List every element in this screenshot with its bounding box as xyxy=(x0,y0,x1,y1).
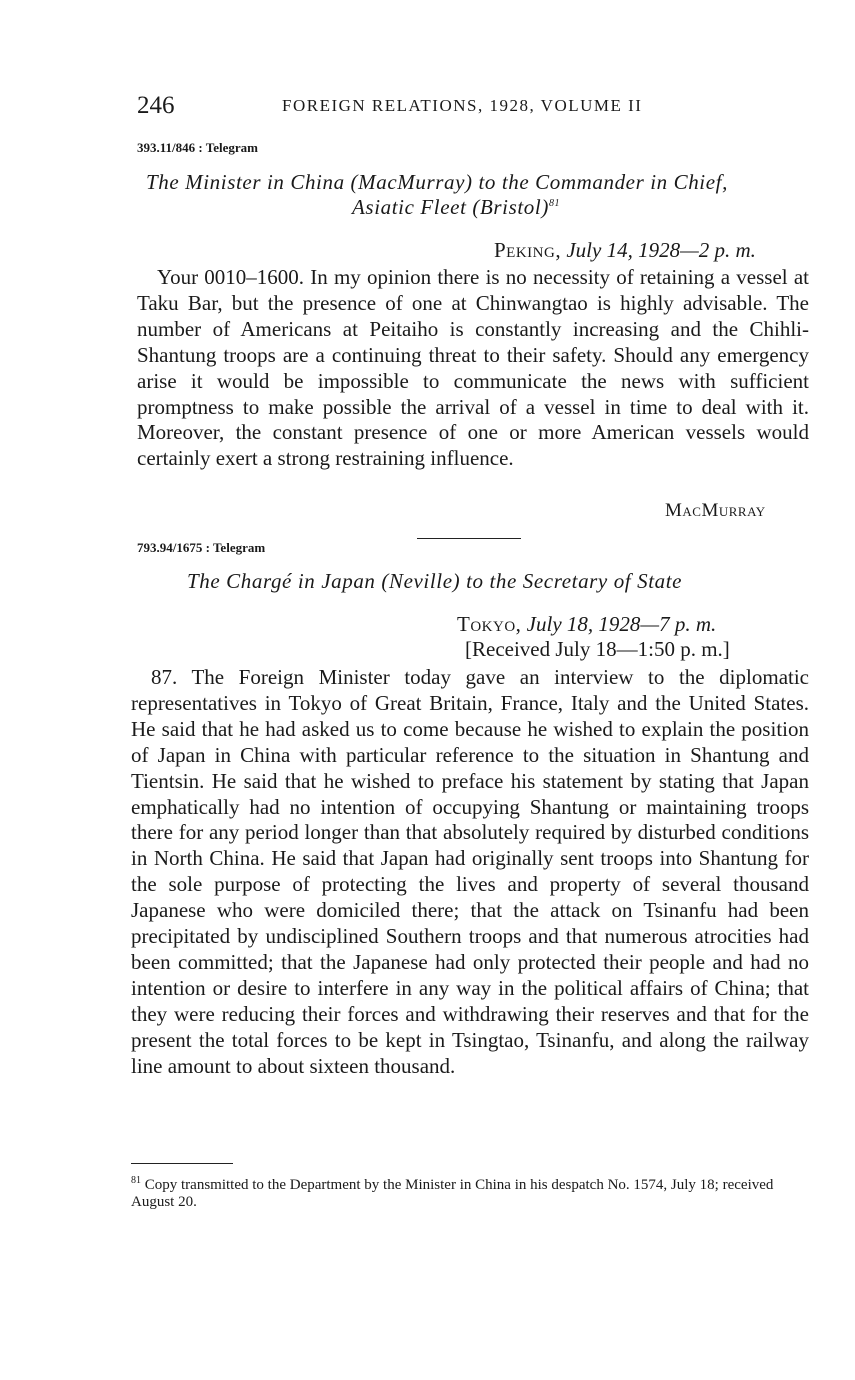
doc2-body: 87. The Foreign Minister today gave an interview to the diplomatic representatives in Tokyo of Great Britain, France, Italy and the United States. He said that he had asked us to come because he wished to explain the position of Japan in China with particular reference to the situation in Shantung and Tientsin. He said that he wished to preface his statement by stating that Japan emphatically had no intention of occupying Shantung or maintaining troops there for any period longer than that absolutely required by disturbed conditions in North China. He said that Japan had originally sent troops into Shantung for the sole purpose of protecting the lives and property of several thousand Japanese who were domiciled there; that the attack on Tsinanfu had been precipitated by undisciplined Southern troops and that numerous atrocities had been committed; that the Japanese had only protected their people and had no intention or desire to interfere in any way in the political affairs of China; that they were reducing their forces and withdrawing their reserves and that for the present the total forces to be kept in Tsingtao, Tsinanfu, and along the railway line amount to about sixteen thousand. xyxy=(131,665,809,1078)
doc1-body: Your 0010–1600. In my opinion there is no necessity of retaining a vessel at Taku Bar, but the presence of one at Chinwangtao is highly advisable. The number of Americans at Peitaiho is constantly increasing and the Chihli-Shantung troops are a continuing threat to their safety. Should any emergency arise it would be impossible to communicate the news with sufficient promptness to make possible the arrival of a vessel in time to deal with it. Moreover, the constant presence of one or more American vessels would certainly exert a strong restraining influence. xyxy=(137,265,809,471)
doc1-dateline xyxy=(494,238,756,263)
doc1-footnote-mark: 81 xyxy=(548,198,561,209)
doc1-title-line1: The Minister in China (MacMurray) to the Commander in Chief, xyxy=(146,170,728,194)
running-title: FOREIGN RELATIONS, 1928, VOLUME II xyxy=(282,96,643,115)
doc2-date: July 18, 1928—7 p. m. xyxy=(526,612,717,636)
doc1-title-line2-text: Asiatic Fleet (Bristol) xyxy=(352,195,549,219)
doc2-received: [Received July 18—1:50 p. m.] xyxy=(465,637,730,661)
doc2-file-ref: 793.94/1675 : Telegram xyxy=(137,540,266,555)
doc2-title: The Chargé in Japan (Neville) to the Secretary of State xyxy=(187,569,683,593)
footnote xyxy=(131,1177,809,1211)
footnote-text: Copy transmitted to the Department by the Minister in China in his despatch No. 1574, July 18; received August 20. xyxy=(131,1177,774,1210)
doc1-title-line2 xyxy=(352,195,560,220)
doc1-date: July 14, 1928—2 p. m. xyxy=(566,238,756,262)
doc1-signature: MacMurray xyxy=(665,500,766,521)
page-number: 246 xyxy=(137,92,175,119)
section-divider xyxy=(417,538,521,539)
footnote-mark: 81 xyxy=(131,1175,141,1186)
doc2-dateline xyxy=(457,612,716,637)
doc1-place: Peking, xyxy=(494,238,562,262)
doc1-file-ref: 393.11/846 : Telegram xyxy=(137,140,258,155)
footnote-rule xyxy=(131,1163,233,1164)
doc2-place: Tokyo, xyxy=(457,612,522,636)
